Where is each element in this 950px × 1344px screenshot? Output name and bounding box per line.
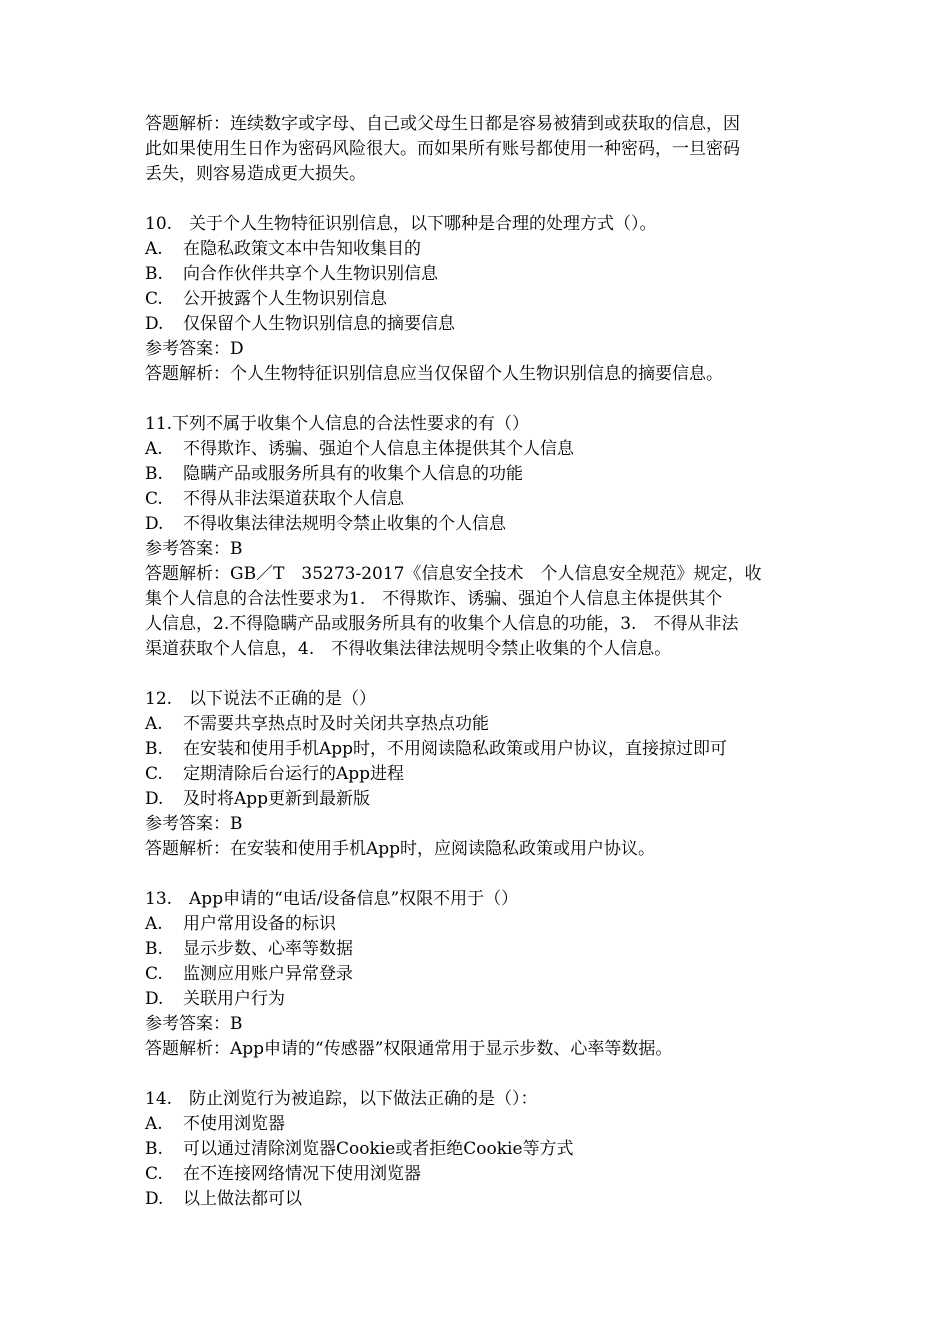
option-letter: D. <box>145 1189 164 1209</box>
option-c <box>145 287 815 312</box>
option-text: 隐瞒产品或服务所具有的收集个人信息的功能 <box>183 464 523 484</box>
option-text: 以上做法都可以 <box>183 1189 302 1209</box>
option-text: 监测应用账户异常登录 <box>183 964 353 984</box>
option-b <box>145 462 815 487</box>
option-c <box>145 487 815 512</box>
option-letter: B. <box>145 739 163 759</box>
option-letter: B. <box>145 1139 163 1159</box>
reference-answer: 参考答案：D <box>145 339 244 359</box>
option-letter: D. <box>145 314 164 334</box>
option-d <box>145 512 815 537</box>
analysis-line: 丢失，则容易造成更大损失。 <box>145 164 366 184</box>
option-a <box>145 437 815 462</box>
option-text: 在隐私政策文本中告知收集目的 <box>183 239 421 259</box>
question-title: 11.下列不属于收集个人信息的合法性要求的有（） <box>145 414 530 434</box>
reference-answer: 参考答案：B <box>145 1014 243 1034</box>
option-text: 不使用浏览器 <box>183 1114 285 1134</box>
option-d <box>145 1187 815 1212</box>
option-letter: A. <box>145 714 163 734</box>
option-d <box>145 787 815 812</box>
option-text: 及时将App更新到最新版 <box>183 789 371 809</box>
option-letter: A. <box>145 239 163 259</box>
option-text: 在不连接网络情况下使用浏览器 <box>183 1164 421 1184</box>
option-c <box>145 762 815 787</box>
option-letter: C. <box>145 1164 163 1184</box>
question-title: 10. 关于个人生物特征识别信息，以下哪种是合理的处理方式（）。 <box>145 214 657 234</box>
question-title: 12. 以下说法不正确的是（） <box>145 689 377 709</box>
option-b <box>145 937 815 962</box>
option-b <box>145 1137 815 1162</box>
question-14 <box>145 1087 815 1212</box>
option-text: 不得收集法律法规明令禁止收集的个人信息 <box>183 514 506 534</box>
option-a <box>145 237 815 262</box>
analysis-line: 此如果使用生日作为密码风险很大。而如果所有账号都使用一种密码，一旦密码 <box>145 139 740 159</box>
question-13 <box>145 887 815 1062</box>
question-title: 14. 防止浏览行为被追踪，以下做法正确的是（）： <box>145 1089 538 1109</box>
option-letter: A. <box>145 914 163 934</box>
option-letter: D. <box>145 514 164 534</box>
option-text: 不需要共享热点时及时关闭共享热点功能 <box>183 714 489 734</box>
option-letter: B. <box>145 939 163 959</box>
option-letter: B. <box>145 464 163 484</box>
option-letter: C. <box>145 489 163 509</box>
option-text: 显示步数、心率等数据 <box>183 939 353 959</box>
option-text: 关联用户行为 <box>183 989 285 1009</box>
option-text: 用户常用设备的标识 <box>183 914 336 934</box>
option-a <box>145 1112 815 1137</box>
analysis-line: 答题解析：GB／T 35273-2017《信息安全技术 个人信息安全规范》规定，收 <box>145 564 762 584</box>
option-a <box>145 912 815 937</box>
question-10 <box>145 212 815 387</box>
document-page <box>145 112 815 1237</box>
option-c <box>145 1162 815 1187</box>
option-c <box>145 962 815 987</box>
question-title: 13. App申请的“电话/设备信息”权限不用于（） <box>145 889 519 909</box>
option-letter: D. <box>145 789 164 809</box>
option-letter: C. <box>145 764 163 784</box>
option-letter: A. <box>145 439 163 459</box>
option-letter: C. <box>145 289 163 309</box>
option-text: 定期清除后台运行的App进程 <box>183 764 405 784</box>
option-text: 不得从非法渠道获取个人信息 <box>183 489 404 509</box>
question-11 <box>145 412 815 662</box>
reference-answer: 参考答案：B <box>145 539 243 559</box>
reference-answer: 参考答案：B <box>145 814 243 834</box>
option-text: 不得欺诈、诱骗、强迫个人信息主体提供其个人信息 <box>183 439 574 459</box>
analysis-line: 渠道获取个人信息，4. 不得收集法律法规明令禁止收集的个人信息。 <box>145 639 672 659</box>
question-12 <box>145 687 815 862</box>
option-letter: D. <box>145 989 164 1009</box>
option-letter: A. <box>145 1114 163 1134</box>
option-text: 仅保留个人生物识别信息的摘要信息 <box>183 314 455 334</box>
analysis-line: 答题解析：连续数字或字母、自己或父母生日都是容易被猜到或获取的信息，因 <box>145 114 740 134</box>
option-text: 在安装和使用手机App时，不用阅读隐私政策或用户协议，直接掠过即可 <box>183 739 728 759</box>
option-text: 公开披露个人生物识别信息 <box>183 289 387 309</box>
analysis-line: 答题解析：App申请的“传感器”权限通常用于显示步数、心率等数据。 <box>145 1039 673 1059</box>
option-b <box>145 262 815 287</box>
analysis-line: 答题解析：个人生物特征识别信息应当仅保留个人生物识别信息的摘要信息。 <box>145 364 723 384</box>
option-letter: B. <box>145 264 163 284</box>
intro-analysis <box>145 112 815 187</box>
option-d <box>145 312 815 337</box>
analysis-line: 人信息，2.不得隐瞒产品或服务所具有的收集个人信息的功能，3. 不得从非法 <box>145 614 739 634</box>
analysis-line: 集个人信息的合法性要求为1. 不得欺诈、诱骗、强迫个人信息主体提供其个 <box>145 589 723 609</box>
option-text: 向合作伙伴共享个人生物识别信息 <box>183 264 438 284</box>
option-text: 可以通过清除浏览器Cookie或者拒绝Cookie等方式 <box>183 1139 574 1159</box>
option-letter: C. <box>145 964 163 984</box>
analysis-line: 答题解析：在安装和使用手机App时，应阅读隐私政策或用户协议。 <box>145 839 656 859</box>
option-a <box>145 712 815 737</box>
option-b <box>145 737 815 762</box>
option-d <box>145 987 815 1012</box>
